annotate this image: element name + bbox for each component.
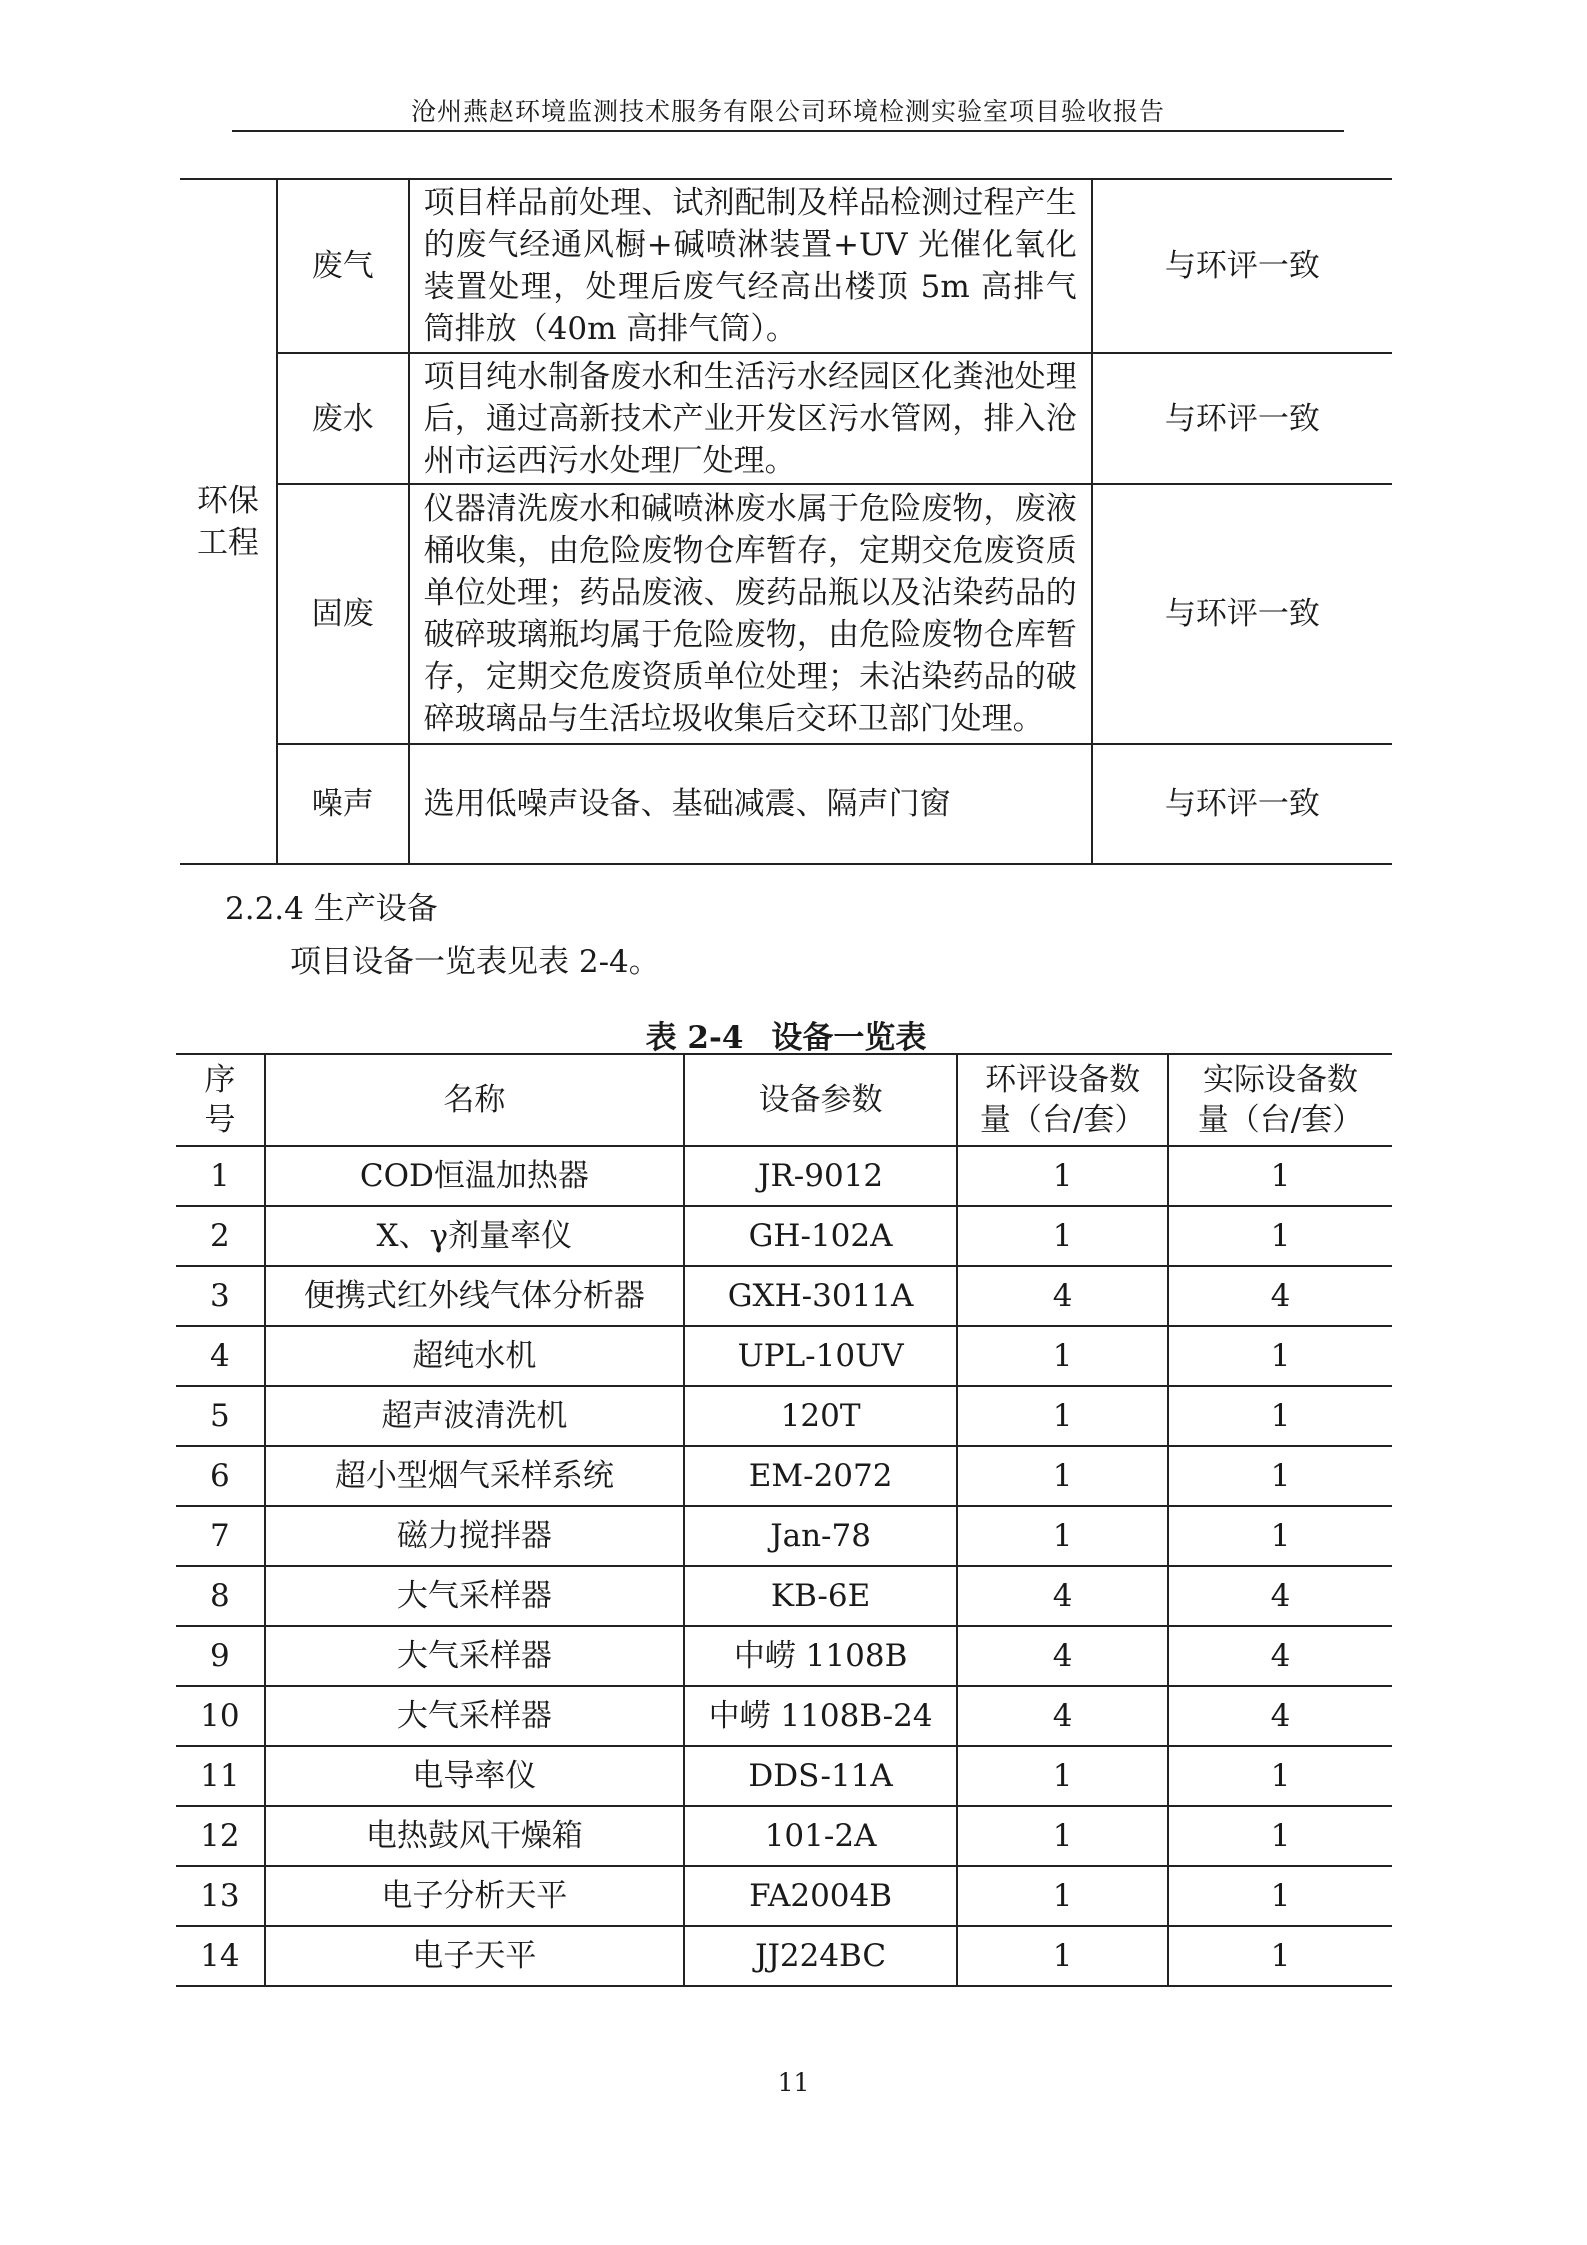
pollutant-type: 废气 <box>277 179 409 353</box>
header-cell: 序 号 <box>176 1054 265 1146</box>
pollutant-type: 固废 <box>277 484 409 744</box>
eia-quantity: 1 <box>957 1926 1168 1986</box>
equipment-model: UPL-10UV <box>684 1326 957 1386</box>
result-text: 与环评一致 <box>1092 179 1392 353</box>
equipment-model: GH-102A <box>684 1206 957 1266</box>
table-row <box>180 353 1392 484</box>
eia-quantity: 1 <box>957 1206 1168 1266</box>
equipment-model: EM-2072 <box>684 1446 957 1506</box>
row-index: 13 <box>176 1866 265 1926</box>
table-row <box>176 1926 1392 1986</box>
actual-quantity: 1 <box>1168 1206 1392 1266</box>
actual-quantity: 4 <box>1168 1626 1392 1686</box>
measure-text: 仪器清洗废水和碱喷淋废水属于危险废物，废液桶收集，由危险废物仓库暂存，定期交危废资质单位处理；药品废液、废药品瓶以及沾染药品的破碎玻璃瓶均属于危险废物，由危险废物仓库暂存，定期交危废资质单位处理；未沾染药品的破碎玻璃品与生活垃圾收集后交环卫部门处理。 <box>409 484 1092 744</box>
actual-quantity: 1 <box>1168 1326 1392 1386</box>
row-index: 8 <box>176 1566 265 1626</box>
table-row <box>176 1866 1392 1926</box>
table-row <box>176 1206 1392 1266</box>
equipment-name: 大气采样器 <box>265 1566 684 1626</box>
environmental-protection-table <box>180 178 1392 865</box>
table-row <box>180 484 1392 744</box>
row-index: 11 <box>176 1746 265 1806</box>
caption-title: 设备一览表 <box>771 1020 927 1056</box>
actual-quantity: 1 <box>1168 1446 1392 1506</box>
equipment-model: JJ224BC <box>684 1926 957 1986</box>
actual-quantity: 1 <box>1168 1926 1392 1986</box>
actual-quantity: 4 <box>1168 1686 1392 1746</box>
equipment-name: 磁力搅拌器 <box>265 1506 684 1566</box>
table-row <box>176 1266 1392 1326</box>
actual-quantity: 1 <box>1168 1506 1392 1566</box>
equipment-name: COD恒温加热器 <box>265 1146 684 1206</box>
result-text: 与环评一致 <box>1092 744 1392 864</box>
table-row <box>176 1746 1392 1806</box>
actual-quantity: 4 <box>1168 1266 1392 1326</box>
row-index: 6 <box>176 1446 265 1506</box>
row-index: 4 <box>176 1326 265 1386</box>
equipment-model: Jan-78 <box>684 1506 957 1566</box>
section-heading: 2.2.4 生产设备 <box>225 891 438 927</box>
eia-quantity: 1 <box>957 1146 1168 1206</box>
equipment-name: 电热鼓风干燥箱 <box>265 1806 684 1866</box>
equipment-model: FA2004B <box>684 1866 957 1926</box>
header-cell: 实际设备数 量（台/套） <box>1168 1054 1392 1146</box>
table-caption <box>180 1012 1392 1057</box>
actual-quantity: 1 <box>1168 1746 1392 1806</box>
equipment-model: KB-6E <box>684 1566 957 1626</box>
row-index: 5 <box>176 1386 265 1446</box>
table-row <box>176 1446 1392 1506</box>
equipment-name: 超声波清洗机 <box>265 1386 684 1446</box>
eia-quantity: 1 <box>957 1866 1168 1926</box>
equipment-model: JR-9012 <box>684 1146 957 1206</box>
equipment-name: 电导率仪 <box>265 1746 684 1806</box>
eia-quantity: 4 <box>957 1626 1168 1686</box>
equipment-name: X、γ剂量率仪 <box>265 1206 684 1266</box>
equipment-name: 电子分析天平 <box>265 1866 684 1926</box>
header-divider <box>232 130 1344 132</box>
row-index: 12 <box>176 1806 265 1866</box>
equipment-model: DDS-11A <box>684 1746 957 1806</box>
eia-quantity: 1 <box>957 1506 1168 1566</box>
header-cell: 环评设备数 量（台/套） <box>957 1054 1168 1146</box>
row-index: 14 <box>176 1926 265 1986</box>
table-row <box>176 1146 1392 1206</box>
equipment-name: 电子天平 <box>265 1926 684 1986</box>
equipment-model: GXH-3011A <box>684 1266 957 1326</box>
table-row <box>176 1506 1392 1566</box>
page-header: 沧州燕赵环境监测技术服务有限公司环境检测实验室项目验收报告 <box>410 97 1165 126</box>
table-row <box>176 1326 1392 1386</box>
measure-text: 项目纯水制备废水和生活污水经园区化粪池处理后，通过高新技术产业开发区污水管网，排入沧州市运西污水处理厂处理。 <box>409 353 1092 484</box>
eia-quantity: 1 <box>957 1446 1168 1506</box>
header-cell: 设备参数 <box>684 1054 957 1146</box>
row-index: 9 <box>176 1626 265 1686</box>
equipment-name: 便携式红外线气体分析器 <box>265 1266 684 1326</box>
row-index: 3 <box>176 1266 265 1326</box>
equipment-name: 大气采样器 <box>265 1626 684 1686</box>
header-cell: 名称 <box>265 1054 684 1146</box>
pollutant-type: 噪声 <box>277 744 409 864</box>
row-index: 2 <box>176 1206 265 1266</box>
eia-quantity: 4 <box>957 1686 1168 1746</box>
equipment-model: 101-2A <box>684 1806 957 1866</box>
row-index: 10 <box>176 1686 265 1746</box>
table-row <box>180 744 1392 864</box>
eia-quantity: 4 <box>957 1266 1168 1326</box>
table-row <box>176 1386 1392 1446</box>
result-text: 与环评一致 <box>1092 484 1392 744</box>
measure-text: 项目样品前处理、试剂配制及样品检测过程产生的废气经通风橱+碱喷淋装置+UV 光催化氧化装置处理，处理后废气经高出楼顶 5m 高排气筒排放（40m 高排气筒）。 <box>409 179 1092 353</box>
pollutant-type: 废水 <box>277 353 409 484</box>
eia-quantity: 4 <box>957 1566 1168 1626</box>
table-row <box>176 1626 1392 1686</box>
equipment-model: 120T <box>684 1386 957 1446</box>
table-header-row <box>176 1054 1392 1146</box>
eia-quantity: 1 <box>957 1386 1168 1446</box>
category-cell: 环保 工程 <box>180 179 277 864</box>
measure-text: 选用低噪声设备、基础减震、隔声门窗 <box>409 744 1092 864</box>
actual-quantity: 1 <box>1168 1146 1392 1206</box>
table-row <box>180 179 1392 353</box>
row-index: 1 <box>176 1146 265 1206</box>
actual-quantity: 4 <box>1168 1566 1392 1626</box>
equipment-model: 中崂 1108B <box>684 1626 957 1686</box>
actual-quantity: 1 <box>1168 1386 1392 1446</box>
table-row <box>176 1686 1392 1746</box>
section-intro: 项目设备一览表见表 2-4。 <box>290 944 660 980</box>
actual-quantity: 1 <box>1168 1866 1392 1926</box>
row-index: 7 <box>176 1506 265 1566</box>
eia-quantity: 1 <box>957 1326 1168 1386</box>
caption-number: 表 2-4 <box>645 1020 744 1056</box>
table-row <box>176 1806 1392 1866</box>
eia-quantity: 1 <box>957 1806 1168 1866</box>
equipment-name: 超小型烟气采样系统 <box>265 1446 684 1506</box>
equipment-name: 超纯水机 <box>265 1326 684 1386</box>
equipment-name: 大气采样器 <box>265 1686 684 1746</box>
actual-quantity: 1 <box>1168 1806 1392 1866</box>
equipment-table <box>176 1053 1392 1987</box>
eia-quantity: 1 <box>957 1746 1168 1806</box>
result-text: 与环评一致 <box>1092 353 1392 484</box>
page-number: 11 <box>777 2068 810 2097</box>
equipment-model: 中崂 1108B-24 <box>684 1686 957 1746</box>
table-row <box>176 1566 1392 1626</box>
